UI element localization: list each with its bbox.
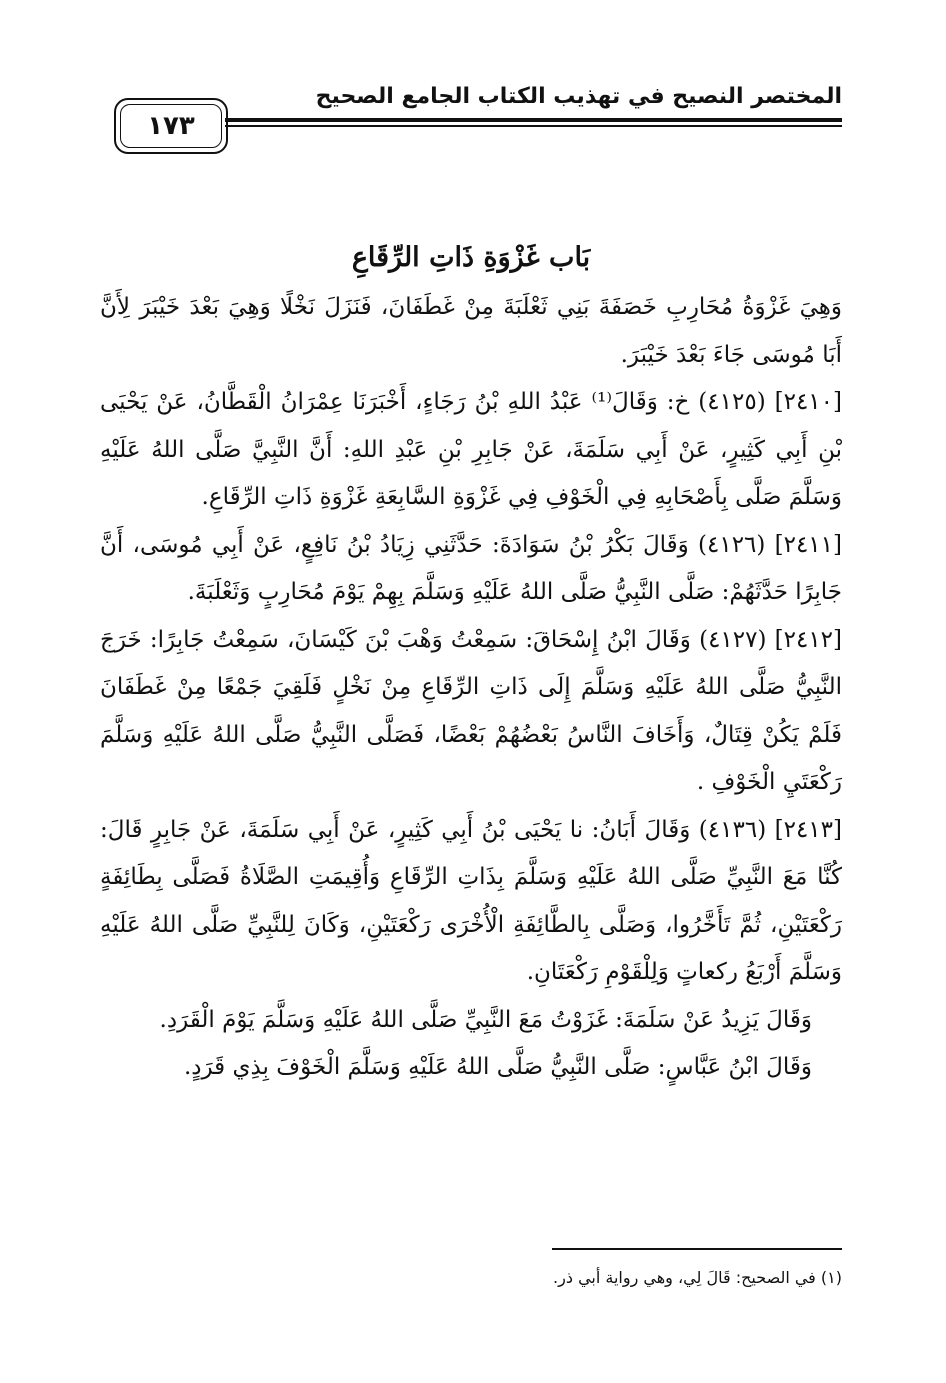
intro-paragraph: وَهِيَ غَزْوَةُ مُحَارِبِ خَصَفَةَ بَنِي ثَعْلَبَةَ مِنْ غَطَفَانَ، فَنَزَلَ نَخْلًا وَهِيَ بَعْدَ خَيْبَرَ لِأَنَّ أَبَا مُوسَى جَاءَ بَعْدَ خَيْبَرَ. — [100, 294, 842, 368]
running-title: المختصر النصيح في تهذيب الكتاب الجامع الصحيح — [315, 84, 842, 109]
page-body — [100, 232, 842, 1092]
hadith-2413: [٢٤١٣] (٤١٣٦) وَقَالَ أَبَانُ: نا يَحْيَى بْنُ أَبِي كَثِيرٍ، عَنْ أَبِي سَلَمَةَ، عَنْ جَابِرٍ قَالَ: كُنَّا مَعَ النَّبِيِّ صَلَّى اللهُ عَلَيْهِ وَسَلَّمَ بِذَاتِ الرِّقَاعِ وَأُقِيمَتِ الصَّلَاةُ فَصَلَّى بِطَائِفَةٍ رَكْعَتَيْنِ، ثُمَّ تَأَخَّرُوا، وَصَلَّى بِالطَّائِفَةِ الْأُخْرَى رَكْعَتَيْنِ، وَكَانَ لِلنَّبِيِّ صَلَّى اللهُ عَلَيْهِ وَسَلَّمَ أَرْبَعُ ركعاتٍ وَلِلْقَوْمِ رَكْعَتَانِ. — [100, 816, 842, 985]
page-number-box — [114, 98, 228, 154]
narration-ibn-abbas: وَقَالَ ابْنُ عَبَّاسٍ: صَلَّى النَّبِيُّ صَلَّى اللهُ عَلَيْهِ وَسَلَّمَ الْخَوْفَ بِذِي قَرَدٍ. — [183, 1054, 812, 1080]
header-rule-thin — [225, 125, 842, 127]
hadith-2412: [٢٤١٢] (٤١٢٧) وَقَالَ ابْنُ إِسْحَاقَ: سَمِعْتُ وَهْبَ بْنَ كَيْسَانَ، سَمِعْتُ جَابِرًا: خَرَجَ النَّبِيُّ صَلَّى اللهُ عَلَيْهِ وَسَلَّمَ إِلَى ذَاتِ الرِّقَاعِ مِنْ نَخْلٍ فَلَقِيَ جَمْعًا مِنْ غَطَفَانَ فَلَمْ يَكُنْ قِتَالٌ، وَأَخَافَ النَّاسُ بَعْضُهُمْ بَعْضًا، فَصَلَّى النَّبِيُّ صَلَّى اللهُ عَلَيْهِ وَسَلَّمَ رَكْعَتَيِ الْخَوْفِ . — [100, 626, 843, 795]
header-rule-thick — [225, 118, 842, 122]
hadith-2411: [٢٤١١] (٤١٢٦) وَقَالَ بَكْرُ بْنُ سَوَادَةَ: حَدَّثَنِي زِيَادُ بْنُ نَافِعٍ، عَنْ أَبِي مُوسَى، أَنَّ جَابِرًا حَدَّثَهُمْ: صَلَّى النَّبِيُّ صَلَّى اللهُ عَلَيْهِ وَسَلَّمَ بِهِمْ يَوْمَ مُحَارِبٍ وَثَعْلَبَةَ. — [100, 531, 842, 605]
page-number: ١٧٣ — [120, 104, 222, 148]
narration-yazid: وَقَالَ يَزِيدُ عَنْ سَلَمَةَ: غَزَوْتُ مَعَ النَّبِيِّ صَلَّى اللهُ عَلَيْهِ وَسَلَّمَ يَوْمَ الْقَرَدِ. — [159, 1006, 812, 1033]
chapter-title: بَاب غَزْوَةِ ذَاتِ الرِّقَاعِ — [351, 242, 591, 273]
page-header — [100, 80, 842, 160]
footnote-separator — [552, 1248, 842, 1250]
hadith-2410: [٢٤١٠] (٤١٢٥) خ: وَقَالَ⁽¹⁾ عَبْدُ اللهِ بْنُ رَجَاءٍ، أَخْبَرَنَا عِمْرَانُ الْقَطَّانُ، عَنْ يَحْيَى بْنِ أَبِي كَثِيرٍ، عَنْ أَبِي سَلَمَةَ، عَنْ جَابِرِ بْنِ عَبْدِ اللهِ: أَنَّ النَّبِيَّ صَلَّى اللهُ عَلَيْهِ وَسَلَّمَ صَلَّى بِأَصْحَابِهِ فِي الْخَوْفِ فِي غَزْوَةِ السَّابِعَةِ غَزْوَةِ ذَاتِ الرِّقَاعِ. — [100, 389, 842, 510]
footnote: (١) في الصحيح: قَالَ لِي، وهي رواية أبي ذر. — [553, 1268, 842, 1287]
